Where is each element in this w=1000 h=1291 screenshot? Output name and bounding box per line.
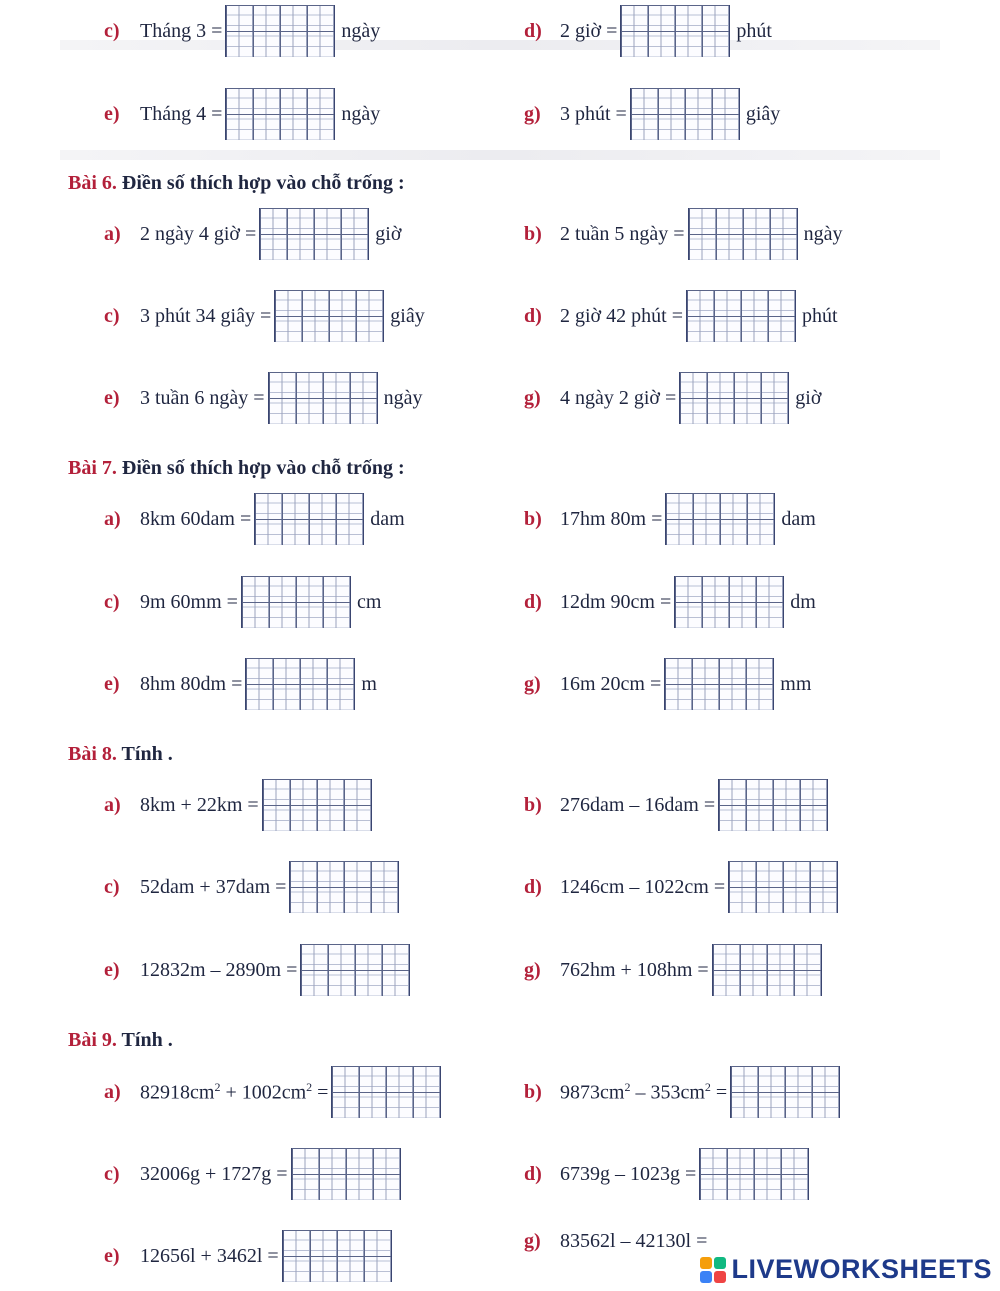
operand-2: + 1002cm [220,1081,307,1104]
exercise-9e [104,1230,392,1282]
exercise-7a [104,493,405,545]
item-expression: 3 phút = [560,102,627,125]
item-label: d) [524,590,542,613]
item-label: e) [104,386,120,409]
exercise-number: Bài 9. [68,1029,117,1051]
exercise-6a [104,208,401,260]
answer-box[interactable] [268,372,378,424]
item-label: g) [524,386,541,409]
item-unit: phút [736,19,772,42]
item-expression: 8km + 22km = [140,793,259,816]
answer-box[interactable] [241,576,351,628]
exercise-7c [104,576,381,628]
exercise-8-heading [68,743,173,766]
operand-2: – 353cm [630,1081,705,1104]
logo-tile [700,1257,712,1269]
item-label: g) [524,1230,541,1252]
item-expression [140,1080,328,1105]
exercise-8a [104,779,372,831]
answer-box[interactable] [730,1066,840,1118]
exercise-6c [104,290,425,342]
item-label: c) [104,1162,120,1185]
item-label: b) [524,507,542,530]
answer-box[interactable] [620,5,730,57]
item-label: a) [104,1080,121,1103]
item-expression: 12dm 90cm = [560,590,672,613]
item-label: e) [104,958,120,981]
item-label: c) [104,19,120,42]
item-label: e) [104,102,120,125]
exercise-9a [104,1066,441,1118]
item-unit: giây [390,304,425,327]
exercise-7-heading [68,457,405,480]
item-label: b) [524,1080,542,1103]
exercise-8c [104,861,399,913]
exercise-6e [104,372,422,424]
answer-box[interactable] [718,779,828,831]
exercise-7g [524,658,811,710]
answer-box[interactable] [664,658,774,710]
item-unit: mm [780,672,812,695]
item-expression: 3 phút 34 giây = [140,304,272,327]
logo-tile [714,1257,726,1269]
exercise-top-d [524,5,772,57]
answer-box[interactable] [331,1066,441,1118]
exercise-7d [524,576,816,628]
answer-box[interactable] [665,493,775,545]
item-expression: 12656l + 3462l = [140,1244,279,1267]
exercise-7b [524,493,816,545]
exponent: 2 [704,1079,711,1094]
item-unit: dam [370,507,405,530]
item-expression [560,1080,727,1105]
exercise-top-c [104,5,380,57]
item-unit: giây [745,102,781,125]
liveworksheets-logo[interactable] [700,1254,992,1285]
item-unit: ngày [803,222,843,245]
item-label: c) [104,590,120,613]
exercise-8e [104,944,410,996]
answer-box[interactable] [259,208,369,260]
logo-tile [714,1271,726,1283]
item-label: a) [104,793,121,816]
exercise-top-e [104,88,380,140]
equals-sign: = [710,1081,728,1104]
item-label: c) [104,304,120,327]
item-expression: Tháng 3 = [140,19,223,42]
exercise-9d [524,1148,809,1200]
item-expression: 6739g – 1023g = [560,1162,697,1185]
answer-box[interactable] [679,372,789,424]
equals-sign: = [312,1081,329,1104]
item-unit: phút [801,304,838,327]
answer-box[interactable] [254,493,364,545]
answer-box[interactable] [289,861,399,913]
item-unit: cm [356,590,382,613]
item-expression: 12832m – 2890m = [140,958,298,981]
item-label: b) [524,793,542,816]
item-expression: 8km 60dam = [140,507,252,530]
exercise-6-heading [68,172,405,195]
item-unit: giờ [375,222,402,245]
exercise-8d [524,861,838,913]
answer-box[interactable] [728,861,838,913]
item-label: g) [524,958,541,981]
answer-box[interactable] [674,576,784,628]
answer-box[interactable] [688,208,798,260]
item-label: e) [104,672,120,695]
item-label: c) [104,875,120,898]
operand-1: 82918cm [140,1081,215,1104]
item-expression: 276dam – 16dam = [560,793,716,816]
item-expression: 3 tuần 6 ngày = [140,386,265,409]
item-expression: 2 tuần 5 ngày = [560,222,685,245]
exercise-6g [524,372,821,424]
answer-box[interactable] [225,88,335,140]
answer-box[interactable] [686,290,796,342]
item-expression: 2 ngày 4 giờ = [140,222,257,245]
item-unit: m [361,672,377,695]
exercise-6d [524,290,838,342]
answer-box[interactable] [274,290,384,342]
item-label: e) [104,1244,120,1267]
exercise-9g [524,1230,710,1253]
item-label: d) [524,19,542,42]
exercise-9c [104,1148,401,1200]
item-unit: ngày [383,386,423,409]
exercise-9-heading [68,1029,173,1052]
exercise-number: Bài 8. [68,743,117,765]
exercise-number: Bài 7. [68,457,117,479]
item-unit: dm [790,590,816,613]
item-unit: giờ [795,386,822,409]
item-expression: 52dam + 37dam = [140,875,287,898]
item-label: b) [524,222,542,245]
item-expression: 2 giờ 42 phút = [560,304,683,327]
exercise-number: Bài 6. [68,172,117,194]
exercise-8g [524,944,822,996]
exercise-8b [524,779,828,831]
item-expression: 9m 60mm = [140,590,238,613]
item-expression: 4 ngày 2 giờ = [560,386,677,409]
exercise-6b [524,208,842,260]
item-label: g) [524,672,541,695]
exponent: 2 [624,1079,631,1094]
exercise-title: Tính . [121,743,173,765]
item-unit: dam [781,507,816,530]
operand-1: 9873cm [560,1081,625,1104]
item-expression: 2 giờ = [560,19,618,42]
logo-mark-icon [700,1257,726,1283]
answer-box[interactable] [262,779,372,831]
exponent: 2 [214,1079,221,1094]
item-label: g) [524,102,541,125]
exercise-title: Điền số thích hợp vào chỗ trống : [121,172,405,194]
answer-box[interactable] [282,1230,392,1282]
logo-text: LIVEWORKSHEETS [731,1254,992,1284]
answer-box[interactable] [245,658,355,710]
item-expression: 32006g + 1727g = [140,1162,288,1185]
item-unit: ngày [341,19,381,42]
item-label: d) [524,1162,542,1185]
exercise-7e [104,658,377,710]
exercise-title: Tính . [121,1029,173,1051]
answer-box[interactable] [300,944,410,996]
answer-box[interactable] [699,1148,809,1200]
item-expression: 17hm 80m = [560,507,663,530]
exponent: 2 [306,1079,313,1094]
exercise-title: Điền số thích hợp vào chỗ trống : [121,457,405,479]
item-expression: Tháng 4 = [140,102,223,125]
item-label: d) [524,304,542,327]
item-label: a) [104,222,121,245]
item-expression: 1246cm – 1022cm = [560,875,726,898]
item-label: d) [524,875,542,898]
answer-box[interactable] [291,1148,401,1200]
answer-box[interactable] [225,5,335,57]
answer-box[interactable] [630,88,740,140]
item-expression: 16m 20cm = [560,672,662,695]
item-expression: 8hm 80dm = [140,672,243,695]
item-expression: 83562l – 42130l = [560,1230,708,1252]
scan-shading [60,150,940,160]
item-label: a) [104,507,121,530]
item-expression: 762hm + 108hm = [560,958,709,981]
item-unit: ngày [341,102,381,125]
answer-box[interactable] [712,944,822,996]
exercise-top-g [524,88,780,140]
logo-tile [700,1271,712,1283]
exercise-9b [524,1066,840,1118]
